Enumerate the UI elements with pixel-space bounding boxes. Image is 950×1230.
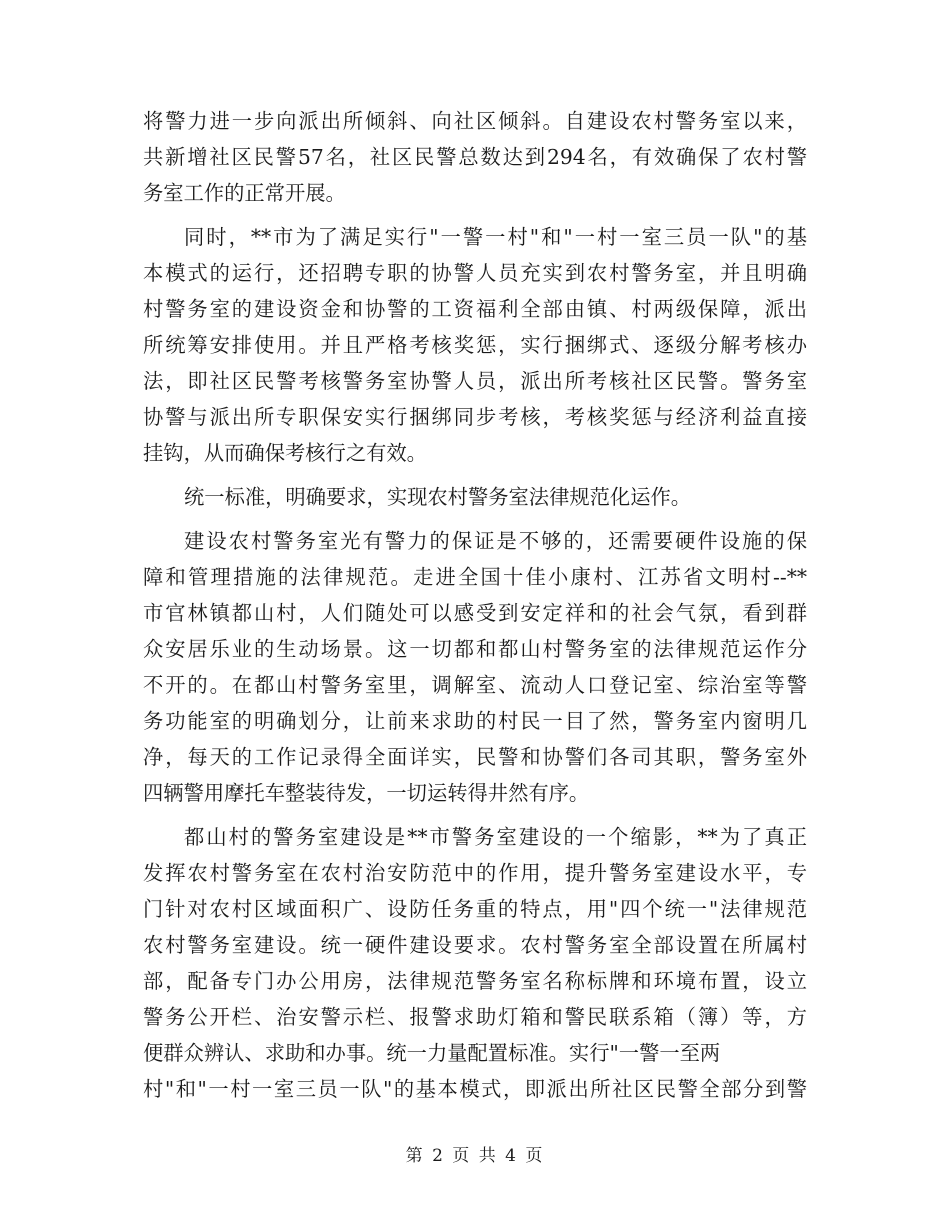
paragraph-gap [143, 471, 807, 479]
text-line: 市官林镇都山村，人们随处可以感受到安定祥和的社会气氛，看到群 [143, 601, 807, 625]
text-line: 法，即社区民警考核警务室协警人员，派出所考核社区民警。警务室 [143, 369, 807, 393]
text-line: 农村警务室建设。统一硬件建设要求。农村警务室全部设置在所属村 [143, 933, 807, 957]
text-line: 部，配备专门办公用房，法律规范警务室名称标牌和环境布置，设立 [143, 969, 807, 993]
text-line: 建设农村警务室光有警力的保证是不够的，还需要硬件设施的保 [184, 529, 807, 553]
text-line: 发挥农村警务室在农村治安防范中的作用，提升警务室建设水平，专 [143, 861, 807, 885]
text-line: 都山村的警务室建设是**市警务室建设的一个缩影，**为了真正 [184, 825, 807, 849]
text-line: 村"和"一村一室三员一队"的基本模式，即派出所社区民警全部分到警 [143, 1077, 807, 1101]
document-body [143, 103, 807, 1107]
text-line: 不开的。在都山村警务室里，调解室、流动人口登记室、综治室等警 [143, 673, 807, 697]
text-line: 本模式的运行，还招聘专职的协警人员充实到农村警务室，并且明确 [143, 261, 807, 285]
paragraph-gap [143, 211, 807, 219]
text-line: 净，每天的工作记录得全面详实，民警和协警们各司其职，警务室外 [143, 745, 807, 769]
text-line: 统一标准，明确要求，实现农村警务室法律规范化运作。 [184, 485, 692, 509]
text-line: 共新增社区民警57名，社区民警总数达到294名，有效确保了农村警 [143, 145, 807, 169]
text-line: 门针对农村区域面积广、设防任务重的特点，用"四个统一"法律规范 [143, 897, 807, 921]
paragraph-gap [143, 811, 807, 819]
text-line: 四辆警用摩托车整装待发，一切运转得井然有序。 [143, 781, 590, 805]
page-footer: 第 2 页 共 4 页 [405, 1146, 545, 1166]
text-line: 众安居乐业的生动场景。这一切都和都山村警务室的法律规范运作分 [143, 637, 807, 661]
text-line: 务功能室的明确划分，让前来求助的村民一目了然，警务室内窗明几 [143, 709, 807, 733]
text-line: 便群众辨认、求助和办事。统一力量配置标准。实行"一警一至两 [143, 1041, 721, 1065]
text-line: 村警务室的建设资金和协警的工资福利全部由镇、村两级保障，派出 [143, 297, 807, 321]
text-line: 警务公开栏、治安警示栏、报警求助灯箱和警民联系箱（簿）等，方 [143, 1005, 807, 1029]
text-line: 所统筹安排使用。并且严格考核奖惩，实行捆绑式、逐级分解考核办 [143, 333, 807, 357]
text-line: 同时，**市为了满足实行"一警一村"和"一村一室三员一队"的基 [184, 225, 807, 249]
paragraph-gap [143, 515, 807, 523]
text-line: 务室工作的正常开展。 [143, 181, 346, 205]
text-line: 将警力进一步向派出所倾斜、向社区倾斜。自建设农村警务室以来， [143, 109, 807, 133]
text-line: 协警与派出所专职保安实行捆绑同步考核，考核奖惩与经济利益直接 [143, 405, 807, 429]
text-line: 挂钩，从而确保考核行之有效。 [143, 441, 427, 465]
text-line: 障和管理措施的法律规范。走进全国十佳小康村、江苏省文明村--** [143, 565, 807, 589]
